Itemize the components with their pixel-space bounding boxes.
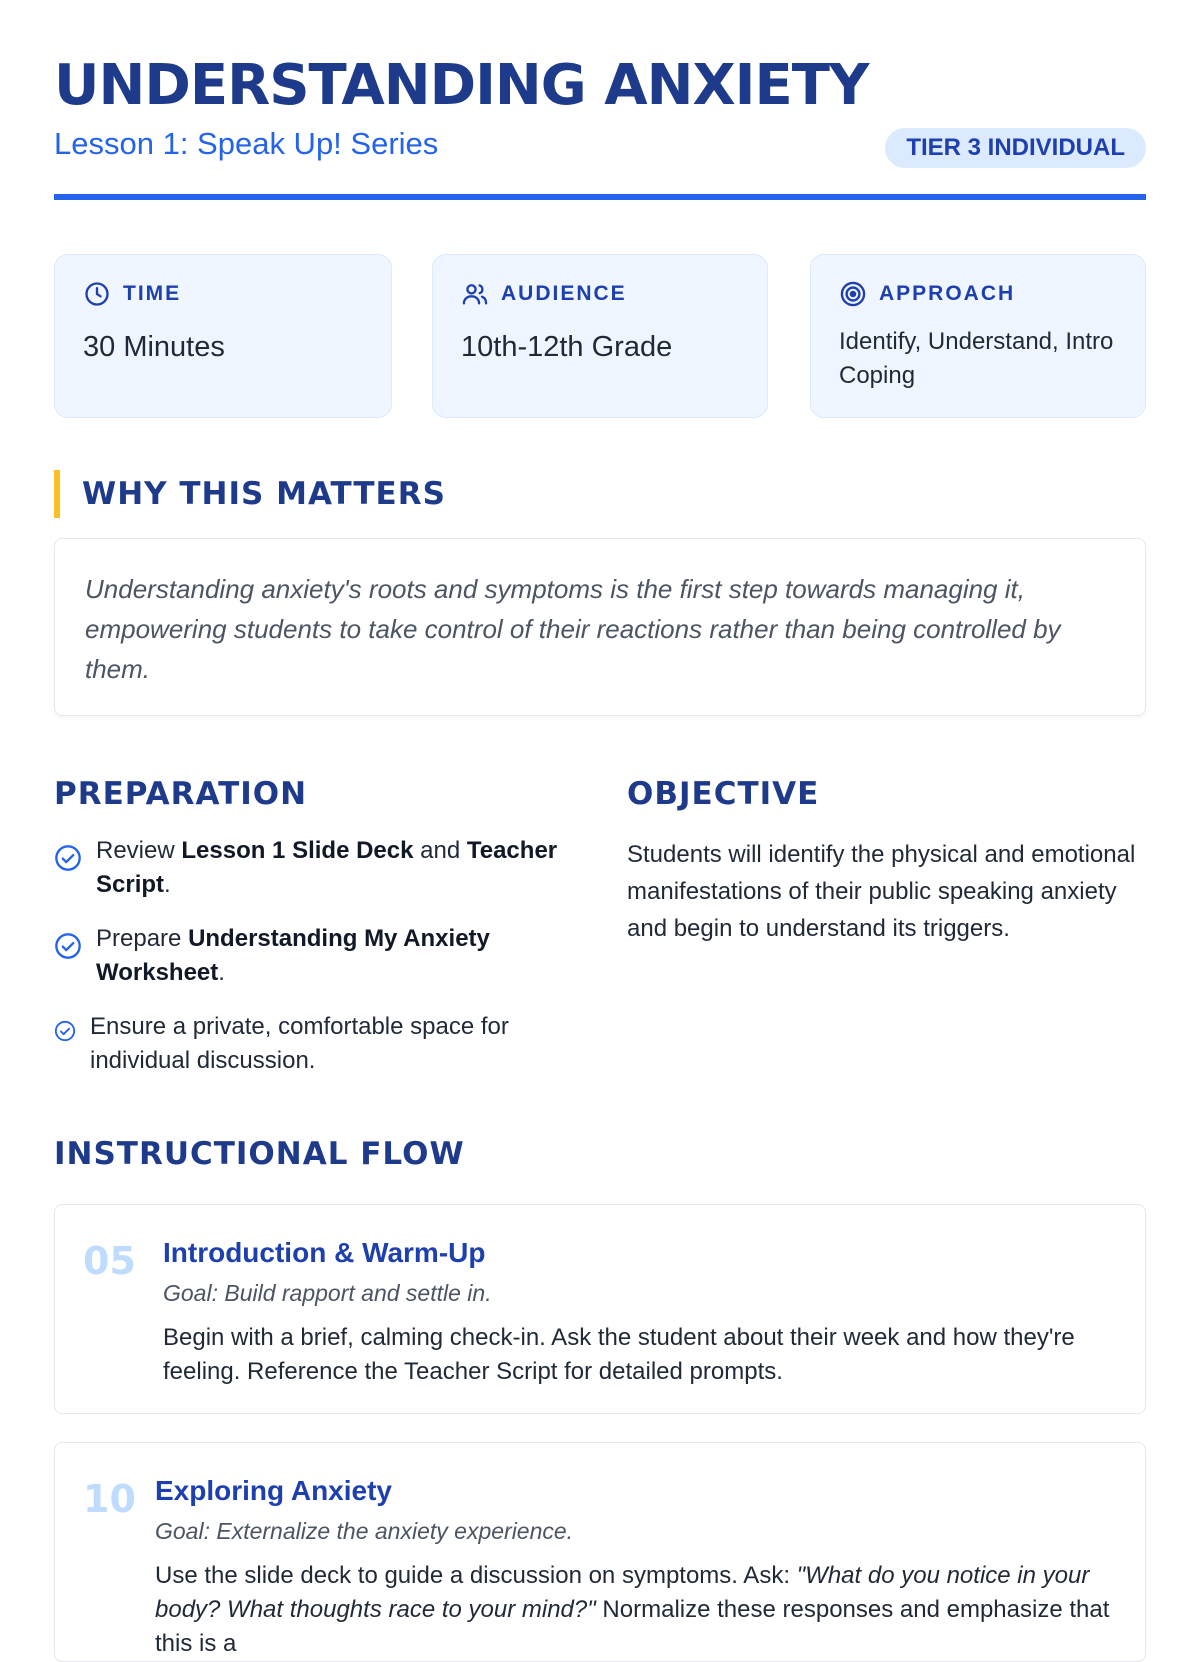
list-item: Review Lesson 1 Slide Deck and Teacher Script. xyxy=(54,834,574,902)
flow-heading: INSTRUCTIONAL FLOW xyxy=(54,1136,465,1172)
time-label: TIME xyxy=(123,282,182,305)
users-icon xyxy=(461,280,489,308)
page-title: UNDERSTANDING ANXIETY xyxy=(54,53,869,118)
step-title: Exploring Anxiety xyxy=(155,1475,393,1506)
step-title: Introduction & Warm-Up xyxy=(163,1237,486,1268)
step-minutes: 05 xyxy=(83,1239,136,1283)
preparation-list xyxy=(54,834,574,1098)
step-goal: Goal: Build rapport and settle in. xyxy=(163,1280,492,1306)
check-circle-icon xyxy=(54,1020,76,1042)
objective-text: Students will identify the physical and emotional manifestations of their public speaking anxiety and begin to understand its triggers. xyxy=(627,841,1136,942)
objective-heading: OBJECTIVE xyxy=(627,776,820,812)
time-value: 30 Minutes xyxy=(83,331,225,363)
step-text: Use the slide deck to guide a discussion on symptoms. Ask: "What do you notice in your body? What thoughts race to your mind?" Normalize these responses and emphasize that this is a xyxy=(155,1562,1110,1657)
flow-step-card xyxy=(54,1442,1146,1662)
page-subtitle: Lesson 1: Speak Up! Series xyxy=(54,126,439,161)
flow-step-card xyxy=(54,1204,1146,1414)
audience-card xyxy=(432,254,768,418)
clock-icon xyxy=(83,280,111,308)
approach-value: Identify, Understand, Intro Coping xyxy=(839,328,1114,389)
time-card xyxy=(54,254,392,418)
target-icon xyxy=(839,280,867,308)
audience-label: AUDIENCE xyxy=(501,282,627,305)
why-quote-box xyxy=(54,538,1146,716)
why-text: Understanding anxiety's roots and symptoms is the first step towards managing it, empowering students to take control of their reactions rather than being controlled by them. xyxy=(85,574,1061,684)
approach-card xyxy=(810,254,1146,418)
tier-badge: TIER 3 INDIVIDUAL xyxy=(885,128,1146,168)
why-heading: WHY THIS MATTERS xyxy=(82,476,446,512)
step-minutes: 10 xyxy=(83,1477,136,1521)
step-goal: Goal: Externalize the anxiety experience. xyxy=(155,1518,574,1544)
header-divider xyxy=(54,194,1146,200)
list-item: Prepare Understanding My Anxiety Worksheet. xyxy=(54,922,574,990)
section-accent-bar xyxy=(54,470,60,518)
list-item: Ensure a private, comfortable space for individual discussion. xyxy=(54,1010,574,1078)
check-circle-icon xyxy=(54,932,82,960)
check-circle-icon xyxy=(54,844,82,872)
approach-label: APPROACH xyxy=(879,282,1016,305)
preparation-heading: PREPARATION xyxy=(54,776,308,812)
audience-value: 10th-12th Grade xyxy=(461,331,673,363)
step-text: Begin with a brief, calming check-in. Ask the student about their week and how they're feeling. Reference the Teacher Script for detailed prompts. xyxy=(163,1324,1075,1385)
info-cards xyxy=(54,254,1146,418)
